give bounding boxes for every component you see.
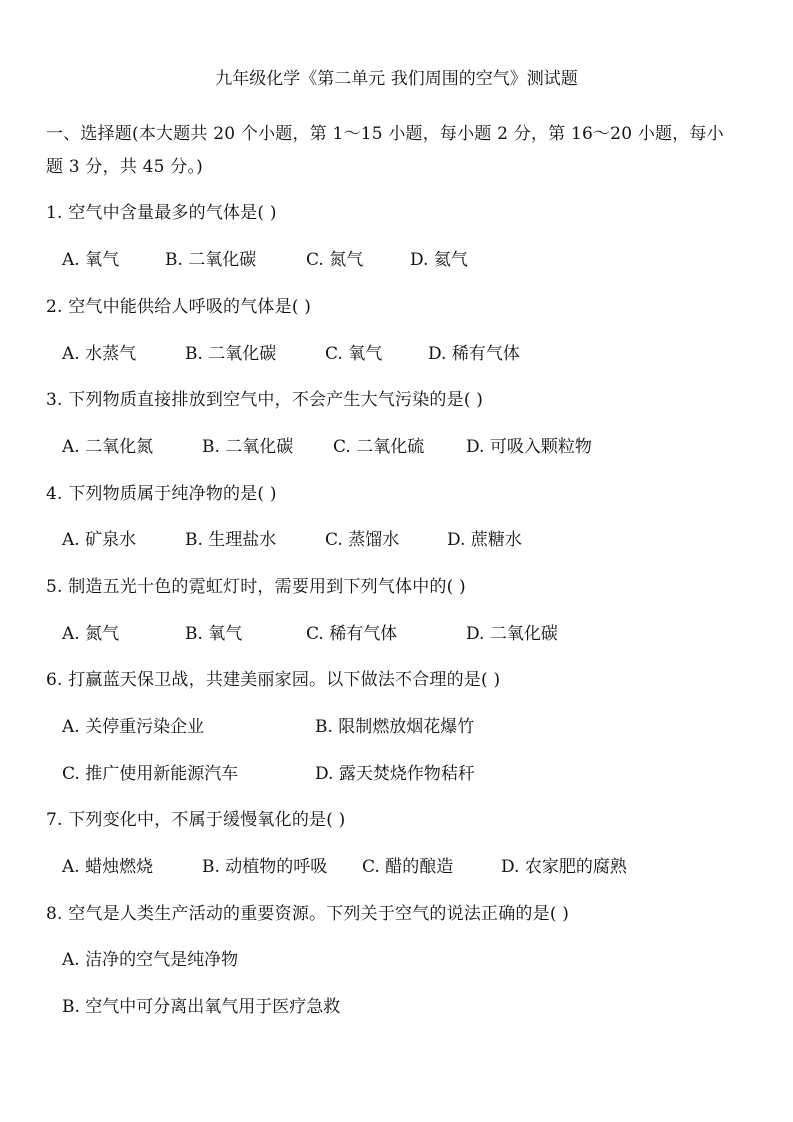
question-6-option-a: A. 关停重污染企业	[62, 717, 205, 737]
question-3-option-a: A. 二氧化氮	[62, 437, 154, 457]
question-4-option-c: C. 蒸馏水	[325, 530, 400, 550]
question-7-option-a: A. 蜡烛燃烧	[62, 857, 154, 877]
question-1-stem: 1. 空气中含量最多的气体是( )	[46, 203, 277, 223]
question-2-option-a: A. 水蒸气	[62, 344, 137, 364]
question-4-stem: 4. 下列物质属于纯净物的是( )	[46, 484, 277, 504]
question-8-option-a: A. 洁净的空气是纯净物	[62, 950, 239, 970]
question-5-stem: 5. 制造五光十色的霓虹灯时，需要用到下列气体中的( )	[46, 577, 466, 597]
question-4-option-a: A. 矿泉水	[62, 530, 137, 550]
question-1-option-b: B. 二氧化碳	[165, 250, 257, 270]
question-2-stem: 2. 空气中能供给人呼吸的气体是( )	[46, 297, 312, 317]
section-header-line1: 一、选择题(本大题共 20 个小题，第 1～15 小题，每小题 2 分，第 16～20 小题，每小	[46, 124, 724, 144]
question-7-option-b: B. 动植物的呼吸	[202, 857, 328, 877]
question-7-option-c: C. 醋的酿造	[362, 857, 454, 877]
question-8-stem: 8. 空气是人类生产活动的重要资源。下列关于空气的说法正确的是( )	[46, 904, 570, 924]
question-3-option-b: B. 二氧化碳	[202, 437, 294, 457]
question-6-option-b: B. 限制燃放烟花爆竹	[315, 717, 475, 737]
question-1-option-d: D. 氦气	[410, 250, 468, 270]
question-3-option-c: C. 二氧化硫	[333, 437, 425, 457]
question-6-option-c: C. 推广使用新能源汽车	[62, 764, 239, 784]
question-6-option-d: D. 露天焚烧作物秸秆	[315, 764, 475, 784]
question-8-option-b: B. 空气中可分离出氧气用于医疗急救	[62, 997, 341, 1017]
question-5-option-c: C. 稀有气体	[306, 624, 398, 644]
question-3-option-d: D. 可吸入颗粒物	[466, 437, 592, 457]
question-2-option-c: C. 氧气	[325, 344, 383, 364]
question-1-option-a: A. 氧气	[62, 250, 120, 270]
question-3-stem: 3. 下列物质直接排放到空气中，不会产生大气污染的是( )	[46, 390, 484, 410]
question-5-option-d: D. 二氧化碳	[466, 624, 558, 644]
question-2-option-b: B. 二氧化碳	[185, 344, 277, 364]
question-4-option-b: B. 生理盐水	[185, 530, 277, 550]
question-1-option-c: C. 氮气	[306, 250, 364, 270]
question-2-option-d: D. 稀有气体	[428, 344, 520, 364]
page-title: 九年级化学《第二单元 我们周围的空气》测试题	[215, 69, 578, 89]
question-5-option-b: B. 氧气	[185, 624, 243, 644]
question-7-stem: 7. 下列变化中，不属于缓慢氧化的是( )	[46, 810, 346, 830]
question-6-stem: 6. 打赢蓝天保卫战，共建美丽家园。以下做法不合理的是( )	[46, 670, 501, 690]
question-4-option-d: D. 蔗糖水	[447, 530, 522, 550]
question-7-option-d: D. 农家肥的腐熟	[501, 857, 627, 877]
question-5-option-a: A. 氮气	[62, 624, 120, 644]
section-header-line2: 题 3 分，共 45 分。)	[46, 157, 203, 177]
